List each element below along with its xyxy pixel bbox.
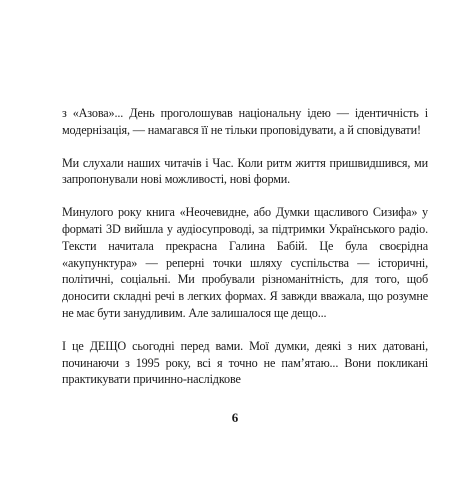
page-number: 6 xyxy=(231,410,239,425)
paragraph-2: Ми слухали наших читачів і Час. Коли ритм життя пришвидшився, ми запропонували нові можливості, нові форми. xyxy=(62,155,428,187)
paragraph-3: Минулого року книга «Неочевидне, або Думки щасливого Сизифа» у форматі 3D вийшла у аудіосупроводі, за підтримки Українського радіо. Тексти начитала прекрасна Галина Бабій. Це була своєрідна «акупунктура» — реперні точки шляху суспільства — історичні, політичні, соціальні. Ми пробували різноманітність, для того, щоб доносити складні речі в легких формах. Я завжди вважала, що розумне не має бути занудливим. Але залишалося ще дещо... xyxy=(62,205,428,320)
paragraph-4: І це ДЕЩО сьогодні перед вами. Мої думки, деякі з них датовані, починаючи з 1995 року, всі я точно не пам’ятаю... Вони покликані практикувати причинно-наслідкове xyxy=(62,338,428,387)
body-text xyxy=(62,105,428,388)
paragraph-1: з «Азова»... День проголошував національну ідею — ідентичність і модернізація, — намагався її не тільки проповідувати, а й сповідувати! xyxy=(62,106,428,137)
